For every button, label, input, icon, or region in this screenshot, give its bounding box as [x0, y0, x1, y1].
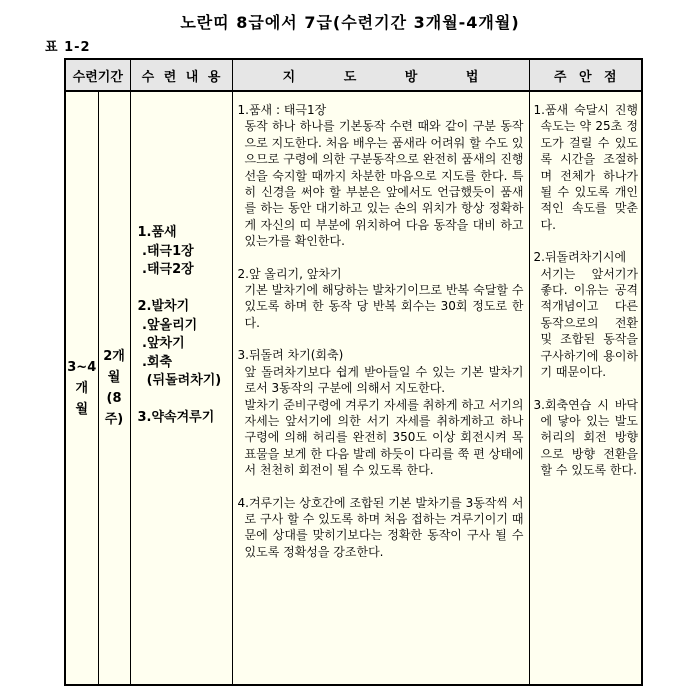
table-label: 표 1-2: [45, 40, 91, 55]
points-paragraph: 3.회축연습 시 바닥에 닿아 있는 발도 허리의 회전 방향으로 방향 전환을 할 수 있도록 한다.: [533, 397, 639, 478]
content-cell: 1.품새 .태극1장 .태극2장 2.발차기 .앞올리기 .앞차기 .회축 (뒤돌려차기) 3.약속겨루기: [130, 91, 232, 685]
method-paragraph: 4.겨루기는 상호간에 조합된 기본 발차기를 3동작씩 서로 구사 할 수 있도록 하며 처음 접하는 겨루기이기 때문에 상대를 맞히기보다는 정확한 동작이 구사 될 수 있도록 정확성을 강조한다.: [237, 495, 524, 559]
table-header-row: [65, 59, 642, 91]
table-body-row: [65, 91, 642, 685]
training-table: [64, 58, 643, 686]
method-paragraph: 3.뒤돌려 차기(회축) 앞 돌려차기보다 쉽게 받아들일 수 있는 기본 발차기로서 3동작의 구분에 의해서 지도한다. 발차기 준비구령에 겨루기 자세를 취하게 하고 서기의 자세는 앞서기에 의한 서기 자세를 취하게하고 하나 구령에 의해 허리를 완전히 350도 이상 회전시켜 목표물을 보게 한 다음 발레 하듯이 다리를 쭉 편 상태에서 천천히 회전이 될 수 있도록 한다.: [237, 348, 524, 478]
method-paragraph: 2.앞 올리기, 앞차기 기본 발차기에 해당하는 발차기이므로 반복 숙달할 수 있도록 하며 한 동작 당 반복 회수는 30회 정도로 한다.: [237, 266, 524, 330]
header-period: 수련기간: [65, 59, 130, 91]
period-detail-cell: 2개월 (8주): [98, 91, 130, 685]
period-total-cell: 3~4 개 월: [65, 91, 98, 685]
header-points: 주 안 점: [529, 59, 642, 91]
points-cell: [529, 91, 642, 685]
page-title: 노란띠 8급에서 7급(수련기간 3개월-4개월): [180, 13, 520, 32]
points-paragraph: 1.품새 숙달시 진행 속도는 약 25초 정도가 걸릴 수 있도록 시간을 조절하며 전체가 하나가 될 수 있도록 개인적인 속도를 맞춘다.: [533, 103, 639, 232]
points-paragraph: 2.뒤돌려차기시에 서기는 앞서기가 좋다. 이유는 공격적개념이고 다른 동작으로의 전환 및 조합된 동작을 구사하기에 용이하기 때문이다.: [533, 250, 639, 380]
header-method: 지 도 방 법: [232, 59, 529, 91]
header-content: 수 련 내 용: [130, 59, 232, 91]
method-paragraph: 1.품새 : 태극1장 동작 하나 하나를 기본동작 수련 때와 같이 구분 동작으로 지도한다. 처음 배우는 품새라 어려워 할 수도 있으므로 구령에 의한 구분동작으로 완전히 품새의 진행 선을 숙지할 때까지 차분한 마음으로 지도를 한다. 특히 신경을 써야 할 부분은 앞에서도 언급했듯이 품새를 하는 동안 대기하고 있는 손의 위치가 항상 정확하게 자신의 띠 부분에 위치하여 다음 동작을 대비 하고있는가를 확인한다.: [237, 103, 524, 249]
method-cell: [232, 91, 529, 685]
